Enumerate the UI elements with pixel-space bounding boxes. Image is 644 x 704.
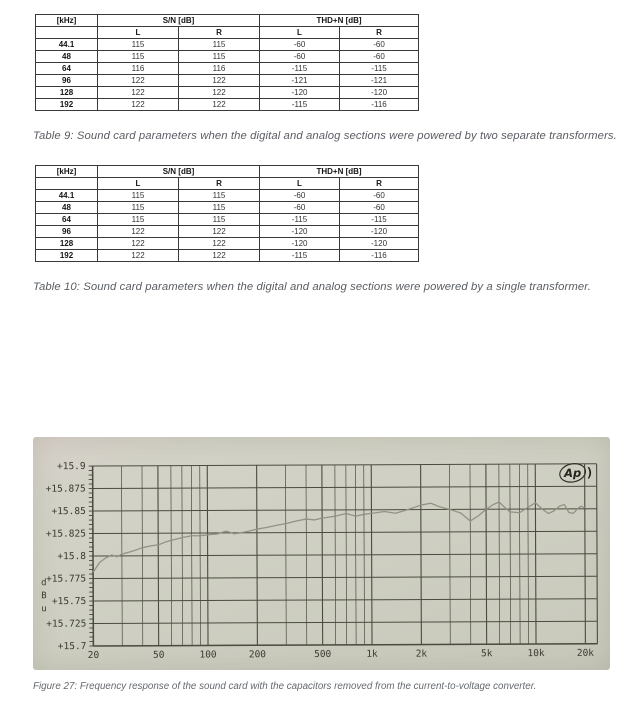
col-header-khz: [kHz] xyxy=(36,15,98,27)
table-row xyxy=(36,238,419,250)
svg-text:+15.9: +15.9 xyxy=(56,461,86,473)
data-cell: 115 xyxy=(179,51,260,63)
col-header-r: R xyxy=(340,178,419,190)
row-header-cell: 96 xyxy=(36,75,98,87)
table-subheader-row xyxy=(36,27,419,39)
data-cell: 116 xyxy=(98,63,179,75)
data-cell: -60 xyxy=(340,39,419,51)
x-axis-labels xyxy=(88,648,595,661)
data-cell: 115 xyxy=(179,202,260,214)
data-cell: 122 xyxy=(179,75,260,87)
data-cell: -120 xyxy=(260,238,340,250)
data-cell: 116 xyxy=(179,63,260,75)
svg-text:50: 50 xyxy=(152,649,165,661)
table-10 xyxy=(35,165,419,262)
data-cell: -121 xyxy=(340,75,419,87)
table-row xyxy=(36,226,419,238)
svg-text:): ) xyxy=(585,465,594,481)
svg-text:u: u xyxy=(41,604,47,615)
table-row xyxy=(36,190,419,202)
data-cell: -60 xyxy=(260,202,340,214)
data-cell: -60 xyxy=(260,190,340,202)
data-cell: -115 xyxy=(260,250,340,262)
data-cell: -115 xyxy=(260,214,340,226)
data-cell: -60 xyxy=(340,202,419,214)
row-header-cell: 128 xyxy=(36,238,98,250)
data-cell: 122 xyxy=(179,250,260,262)
y-axis-minor-ticks xyxy=(89,466,94,646)
data-cell: -60 xyxy=(260,39,340,51)
table-row xyxy=(36,214,419,226)
svg-text:500: 500 xyxy=(314,648,332,661)
svg-text:20k: 20k xyxy=(576,647,595,659)
table-10-caption: Table 10: Sound card parameters when the digital and analog sections were powered by a single transformer. xyxy=(33,281,591,293)
data-cell: -121 xyxy=(260,75,340,87)
row-header-cell: 96 xyxy=(36,226,98,238)
col-header-r: R xyxy=(340,27,419,39)
table-9-caption: Table 9: Sound card parameters when the digital and analog sections were powered by two separate transformers. xyxy=(33,130,617,142)
data-cell: 122 xyxy=(98,87,179,99)
table-row xyxy=(36,75,419,87)
table-header-row xyxy=(36,166,419,178)
data-cell: -120 xyxy=(340,226,419,238)
col-header-thdn: THD+N [dB] xyxy=(260,166,419,178)
figure-caption: Figure 27: Frequency response of the sound card with the capacitors removed from the current-to-voltage converter. xyxy=(33,681,537,692)
data-cell: 115 xyxy=(98,39,179,51)
row-header-cell: 192 xyxy=(36,250,98,262)
svg-text:+15.825: +15.825 xyxy=(45,528,86,540)
svg-text:+15.7: +15.7 xyxy=(57,641,87,653)
y-axis-unit-label xyxy=(41,578,47,614)
audio-precision-logo xyxy=(558,461,594,484)
col-header-sn: S/N [dB] xyxy=(98,166,260,178)
svg-text:+15.725: +15.725 xyxy=(46,618,87,630)
table-row xyxy=(36,250,419,262)
data-cell: 115 xyxy=(98,202,179,214)
data-cell: 115 xyxy=(98,214,179,226)
svg-text:B: B xyxy=(41,591,47,602)
table-row xyxy=(36,63,419,75)
table-header-row xyxy=(36,15,419,27)
svg-text:d: d xyxy=(41,578,47,589)
data-cell: 122 xyxy=(179,226,260,238)
svg-text:100: 100 xyxy=(199,649,217,661)
svg-text:+15.75: +15.75 xyxy=(51,596,87,608)
svg-text:10k: 10k xyxy=(527,648,545,660)
data-cell: 122 xyxy=(98,99,179,111)
row-header-cell: 128 xyxy=(36,87,98,99)
svg-text:+15.8: +15.8 xyxy=(57,551,87,563)
data-cell: 122 xyxy=(98,75,179,87)
gridlines xyxy=(93,464,598,646)
table-row xyxy=(36,99,419,111)
data-cell: -115 xyxy=(340,63,419,75)
row-header-cell: 64 xyxy=(36,214,98,226)
col-header-r: R xyxy=(179,27,260,39)
table-subheader-row xyxy=(36,178,419,190)
data-cell: -115 xyxy=(340,214,419,226)
col-header-l: L xyxy=(98,178,179,190)
y-axis-labels xyxy=(46,461,87,652)
data-cell: -60 xyxy=(340,51,419,63)
col-header-l: L xyxy=(260,178,340,190)
col-header-blank xyxy=(36,178,98,190)
row-header-cell: 44.1 xyxy=(36,39,98,51)
data-cell: 122 xyxy=(179,87,260,99)
svg-text:5k: 5k xyxy=(480,648,493,660)
figure-photo xyxy=(33,437,610,670)
svg-text:2k: 2k xyxy=(415,648,428,660)
table-row xyxy=(36,51,419,63)
table-row xyxy=(36,39,419,51)
data-cell: 115 xyxy=(98,51,179,63)
data-cell: 122 xyxy=(179,238,260,250)
col-header-sn: S/N [dB] xyxy=(98,15,260,27)
svg-text:+15.85: +15.85 xyxy=(51,506,86,518)
data-cell: 122 xyxy=(98,250,179,262)
svg-text:1k: 1k xyxy=(366,648,378,660)
col-header-r: R xyxy=(179,178,260,190)
svg-text:Ap: Ap xyxy=(564,465,582,480)
data-cell: -115 xyxy=(260,99,340,111)
data-cell: 115 xyxy=(98,190,179,202)
data-cell: -116 xyxy=(340,99,419,111)
svg-text:20: 20 xyxy=(87,649,100,662)
frequency-response-curve xyxy=(93,502,585,573)
row-header-cell: 64 xyxy=(36,63,98,75)
row-header-cell: 48 xyxy=(36,202,98,214)
frequency-response-chart xyxy=(32,436,610,672)
col-header-l: L xyxy=(260,27,340,39)
data-cell: 122 xyxy=(98,238,179,250)
data-cell: -120 xyxy=(260,87,340,99)
row-header-cell: 192 xyxy=(36,99,98,111)
data-cell: -115 xyxy=(260,63,340,75)
data-cell: -120 xyxy=(260,226,340,238)
data-cell: 115 xyxy=(179,39,260,51)
svg-text:+15.875: +15.875 xyxy=(45,483,86,495)
table-row xyxy=(36,202,419,214)
data-cell: -116 xyxy=(340,250,419,262)
col-header-khz: [kHz] xyxy=(36,166,98,178)
table-9 xyxy=(35,14,419,111)
row-header-cell: 48 xyxy=(36,51,98,63)
data-cell: 115 xyxy=(179,190,260,202)
data-cell: -120 xyxy=(340,87,419,99)
data-cell: -60 xyxy=(260,51,340,63)
table-row xyxy=(36,87,419,99)
data-cell: 122 xyxy=(98,226,179,238)
data-cell: -60 xyxy=(340,190,419,202)
data-cell: 122 xyxy=(179,99,260,111)
row-header-cell: 44.1 xyxy=(36,190,98,202)
col-header-l: L xyxy=(98,27,179,39)
data-cell: -120 xyxy=(340,238,419,250)
svg-text:200: 200 xyxy=(248,649,267,661)
svg-text:+15.775: +15.775 xyxy=(46,573,87,585)
col-header-thdn: THD+N [dB] xyxy=(260,15,419,27)
col-header-blank xyxy=(36,27,98,39)
data-cell: 115 xyxy=(179,214,260,226)
